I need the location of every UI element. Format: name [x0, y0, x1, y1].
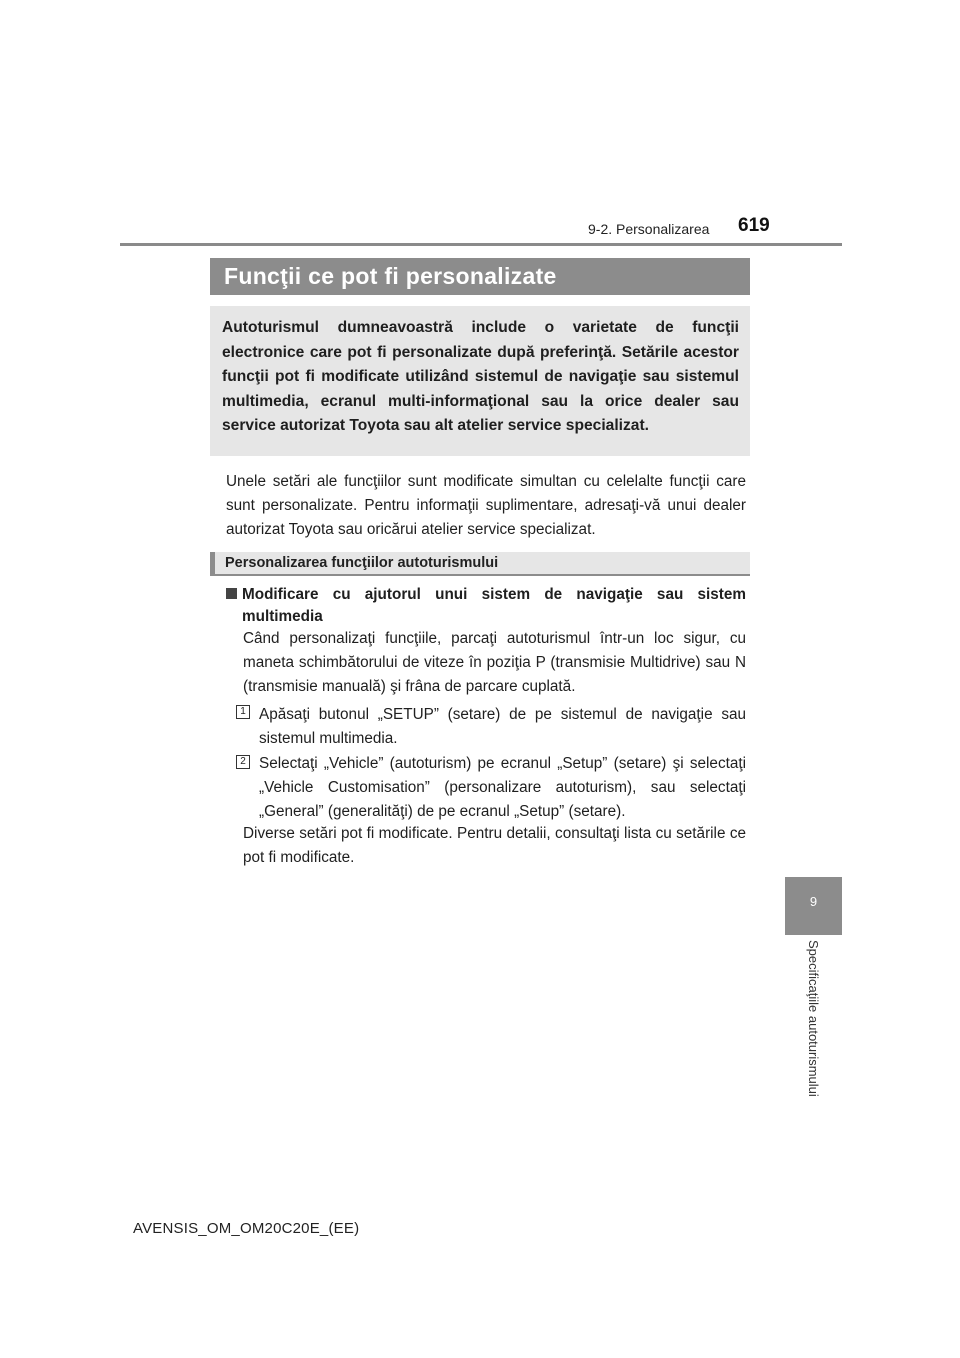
chapter-label: Specificaţiile autoturismului	[806, 940, 821, 1097]
body-paragraph: Unele setări ale funcţiilor sunt modificate simultan cu celelalte funcţii care sunt personalizate. Pentru informaţii suplimentare, adresaţi-vă unui dealer autorizat Toyota sau oricărui atelier service specializat.	[226, 473, 746, 538]
closing-paragraph: Diverse setări pot fi modificate. Pentru detalii, consultaţi lista cu setările ce pot fi modificate.	[243, 825, 746, 866]
page-number: 619	[738, 215, 770, 236]
step-number: 2	[240, 756, 246, 767]
subsection-title: Personalizarea funcţiilor autoturismului	[225, 555, 499, 571]
intro-text: Autoturismul dumneavoastră include o varietate de funcţii electronice care pot fi personalizate după preferinţă. Setările acestor funcţii pot fi modificate utilizând sistemul de navigaţie sau sistemul multimedia, ecranul multi-informaţional sau la orice dealer sau service autorizat Toyota sau alt atelier service specializat.	[222, 319, 739, 434]
step-text: Apăsaţi butonul „SETUP” (setare) de pe sistemul de navigaţie sau sistemul multimedia.	[259, 706, 746, 747]
chapter-tab	[785, 877, 842, 935]
running-header-section: 9-2. Personalizarea	[588, 221, 710, 237]
step-number-box	[236, 755, 250, 769]
header-divider	[120, 243, 842, 246]
step-number-box	[236, 705, 250, 719]
square-bullet-icon	[226, 588, 237, 599]
section-title: Funcţii ce pot fi personalizate	[224, 263, 557, 289]
block-heading	[226, 584, 746, 628]
footer-document-id: AVENSIS_OM_OM20C20E_(EE)	[133, 1220, 360, 1237]
chapter-label-container	[785, 940, 842, 1130]
block-heading-text: Modificare cu ajutorul unui sistem de navigaţie sau sistem multimedia	[242, 586, 746, 625]
subsection-title-bar	[210, 552, 750, 576]
chapter-number: 9	[809, 894, 818, 909]
block-paragraph: Când personalizaţi funcţiile, parcaţi autoturismul într-un loc sigur, cu maneta schimbătorului de viteze în poziţia P (transmisie Multidrive) sau N (transmisie manuală) şi frâna de parcare cuplată.	[243, 630, 746, 695]
section-title-bar	[210, 258, 750, 295]
step-number: 1	[240, 706, 246, 717]
step-text: Selectaţi „Vehicle” (autoturism) pe ecranul „Setup” (setare) şi selectaţi „Vehicle Customisation” (personalizare autoturism), sau selectaţi „General” (generalităţi) de pe ecranul „Setup” (setare).	[259, 755, 746, 820]
intro-box	[210, 306, 750, 456]
